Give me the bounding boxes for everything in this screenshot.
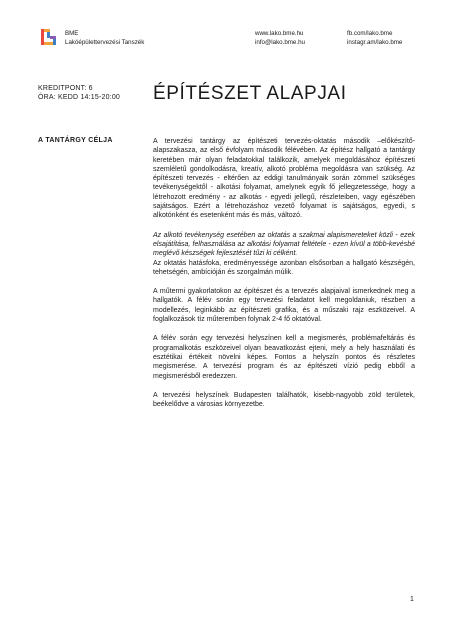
paragraph-semester: A félév során egy tervezési helyszínen kell a megismerés, problémafeltárás és programalkotás eszközeivel olyan beavatkozást ejteni, mely a hely használati és esztétikai értékeit növelni képes. Fontos a helyszín pontos és részletes megismerése. A tervezési program és az építészeti vízió pedig ebből a megismerésből eredezzen. [153,335,415,380]
page-number: 1 [410,596,414,603]
section-label: A TANTÁRGY CÉLJA [38,137,113,144]
instagram-link[interactable]: instagr.am/lako.bme [347,38,403,46]
class-time: ÓRA: KEDD 14:15-20:00 [38,94,121,101]
org-short: BME [65,30,79,37]
paragraph-sites: A tervezési helyszínek Budapesten találhatók, kisebb-nagyobb zöld területek, beékelődve a városias környezetbe. [153,391,415,409]
course-meta [38,84,120,102]
credits: KREDITPONT: 6 [38,85,93,92]
paragraph-efficiency: Az oktatás hatásfoka, eredményessége azonban elsősorban a hallgató készségén, tehetségén, ambícióján és szorgalmán múlik. [153,259,415,276]
paragraph-intro: A tervezési tantárgy az építészeti tervezés-oktatás második –előkészítő-alapszakasza, az első évfolyam második félévében. Az építész hallgató a tantárgy keretében már olyan feladatokkal találkozik, amelyek megoldásához építészeti szemléletű gondolkodásra, kreatív, alkotó probléma megoldásra van szükség. Az építészeti tervezés - eltérően az eddigi tanulmányaik során zömmel szükséges tevékenységektől - alkotási folyamat, amelynek egyik fő jellegzetessége, hogy a létrehozott eredmény - az alkotás - egyedi jellegű, részleteiben, vagy egészében sajátságos. Ezért a létrehozáshoz vezető folyamat is sajátságos, egyedi, s alkotónként és esetenként más és más, változó. [153,138,415,220]
email-link[interactable]: info@lako.bme.hu [255,38,305,46]
paragraph-studio: A műtermi gyakorlatokon az építészet és a tervezés alapjaival ismerkednek meg a hallgatók. A félév során egy tervezési feladatot kell megoldaniuk, részben a modellezés, leginkább az építészeti grafika, és a műszaki rajz eszközeivel. A foglalkozások tíz műteremben folynak 2-4 fő oktatóval. [153,288,415,324]
page-title: ÉPÍTÉSZET ALAPJAI [153,83,347,104]
header-org [65,30,144,47]
org-name: Lakóépülettervezési Tanszék [65,38,145,46]
bme-lako-logo-icon [39,27,59,47]
header-social [347,30,402,47]
section-body [153,137,415,419]
website-link[interactable]: www.lako.bme.hu [255,30,304,37]
facebook-link[interactable]: fb.com/lako.bme [347,30,393,37]
header-contact [255,30,305,47]
paragraph-italic: Az alkotó tevékenység esetében az oktatás a szakmai alapismereteket közli - ezek elsajátítása, felhasználása az alkotási folyamat feltétele - ezen kívül a több-kevésbé meglévő készségek fejlesztését tűzi ki célként. [153,231,415,258]
